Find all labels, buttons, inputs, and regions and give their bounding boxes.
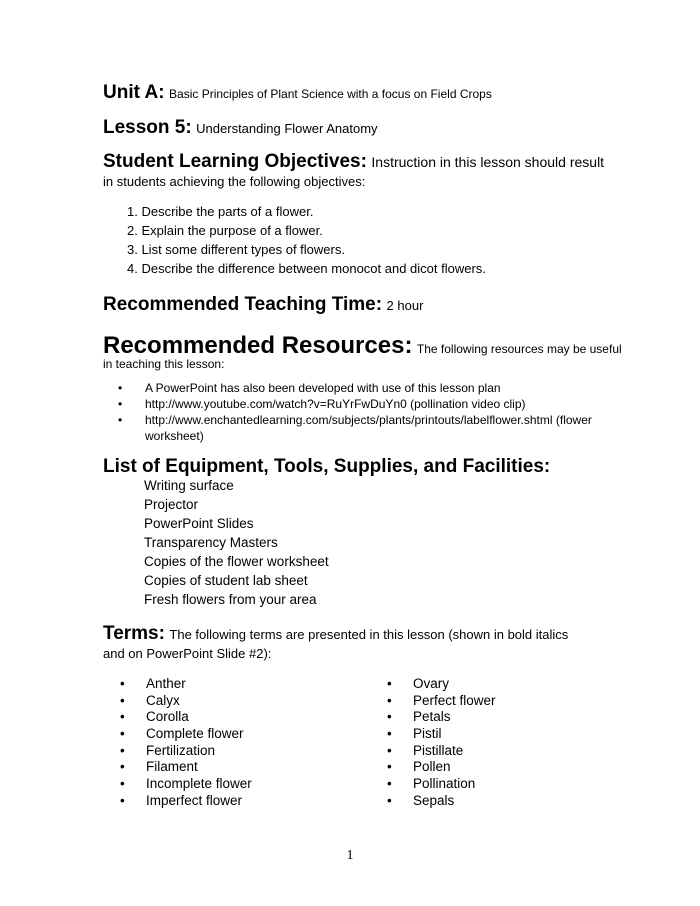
term-text: Filament [146,759,198,775]
term-item [120,759,252,776]
term-text: Fertilization [146,742,216,758]
term-text: Pistillate [413,742,464,758]
term-item [120,726,252,743]
term-item [120,776,252,793]
resource-link[interactable]: http://www.enchantedlearning.com/subjects/plants/printouts/labelflower.shtml (flower worksheet) [145,413,592,443]
term-text: Ovary [413,676,450,691]
term-item [387,726,496,743]
bullet-icon: • [120,709,125,725]
bullet-icon: • [118,381,123,395]
term-text: Calyx [146,692,180,708]
teaching-time-value: 2 hour [386,298,424,313]
bullet-icon: • [120,759,125,775]
term-item [387,793,496,810]
bullet-icon: • [387,726,392,742]
teaching-time-heading [103,294,423,316]
term-text: Imperfect flower [146,792,243,808]
objectives-intro-line1: Instruction in this lesson should result [371,154,605,170]
terms-column-2 [387,676,496,810]
term-text: Complete flower [146,726,244,742]
bullet-icon: • [387,676,392,691]
bullet-icon: • [387,692,392,708]
equipment-item: Projector [144,497,199,512]
bullet-icon: • [120,676,125,691]
resources-label: Recommended Resources: [103,332,413,359]
term-item [387,759,496,776]
objectives-intro-line2: in students achieving the following objectives: [103,174,366,189]
term-item [120,693,252,710]
bullet-icon: • [118,413,123,427]
term-item [387,743,496,760]
objectives-heading [103,151,604,173]
bullet-icon: • [387,742,392,758]
bullet-icon: • [387,759,392,775]
bullet-icon: • [120,692,125,708]
term-text: Incomplete flower [146,776,252,792]
bullet-icon: • [118,397,123,411]
objective-item: 3. List some different types of flowers. [127,242,345,257]
resource-text: A PowerPoint has also been developed with use of this lesson plan [145,381,501,395]
resources-heading [103,332,622,360]
term-text: Anther [146,676,186,691]
lesson-text: Understanding Flower Anatomy [196,121,378,136]
bullet-icon: • [120,742,125,758]
term-text: Petals [413,709,451,725]
term-text: Corolla [146,709,189,725]
objectives-label: Student Learning Objectives: [103,151,367,172]
term-item [387,776,496,793]
objective-item: 1. Describe the parts of a flower. [127,204,314,219]
term-text: Perfect flower [413,692,496,708]
teaching-time-label: Recommended Teaching Time: [103,294,383,315]
equipment-heading: List of Equipment, Tools, Supplies, and Facilities: [103,456,551,477]
bullet-icon: • [387,792,392,808]
equipment-item: Fresh flowers from your area [144,592,317,607]
unit-text: Basic Principles of Plant Science with a focus on Field Crops [169,87,492,101]
term-item [387,709,496,726]
term-item [120,743,252,760]
objective-item: 4. Describe the difference between monocot and dicot flowers. [127,261,486,276]
terms-label: Terms: [103,623,165,644]
resources-list [118,380,615,444]
resource-link[interactable]: http://www.youtube.com/watch?v=RuYrFwDuYn0 (pollination video clip) [145,397,526,411]
resource-item [118,380,615,396]
unit-label: Unit A: [103,82,165,103]
term-text: Sepals [413,792,455,808]
objective-item: 2. Explain the purpose of a flower. [127,223,323,238]
equipment-item: Copies of student lab sheet [144,573,308,588]
bullet-icon: • [120,792,125,808]
term-text: Pistil [413,726,442,742]
bullet-icon: • [120,726,125,742]
equipment-item: Writing surface [144,478,234,493]
terms-intro-line2: and on PowerPoint Slide #2): [103,646,272,661]
term-item [120,793,252,810]
term-text: Pollination [413,776,476,792]
equipment-item: Transparency Masters [144,535,278,550]
bullet-icon: • [387,709,392,725]
terms-intro-line1: The following terms are presented in this lesson (shown in bold italics [169,627,569,642]
objectives-list [127,202,486,278]
equipment-list [144,476,329,609]
resources-intro-line2: in teaching this lesson: [103,357,225,371]
term-item [387,693,496,710]
equipment-item: PowerPoint Slides [144,516,254,531]
lesson-label: Lesson 5: [103,117,192,138]
term-text: Pollen [413,759,451,775]
resource-item [118,412,615,444]
term-item [387,676,496,693]
equipment-item: Copies of the flower worksheet [144,554,329,569]
term-item [120,709,252,726]
terms-column-1 [120,676,252,810]
bullet-icon: • [387,776,392,792]
page-number: 1 [346,848,354,863]
term-item [120,676,252,693]
resources-intro-line1: The following resources may be useful [416,342,622,356]
resource-item [118,396,615,412]
bullet-icon: • [120,776,125,792]
unit-heading [103,82,492,104]
terms-heading [103,623,568,645]
lesson-heading [103,117,378,139]
